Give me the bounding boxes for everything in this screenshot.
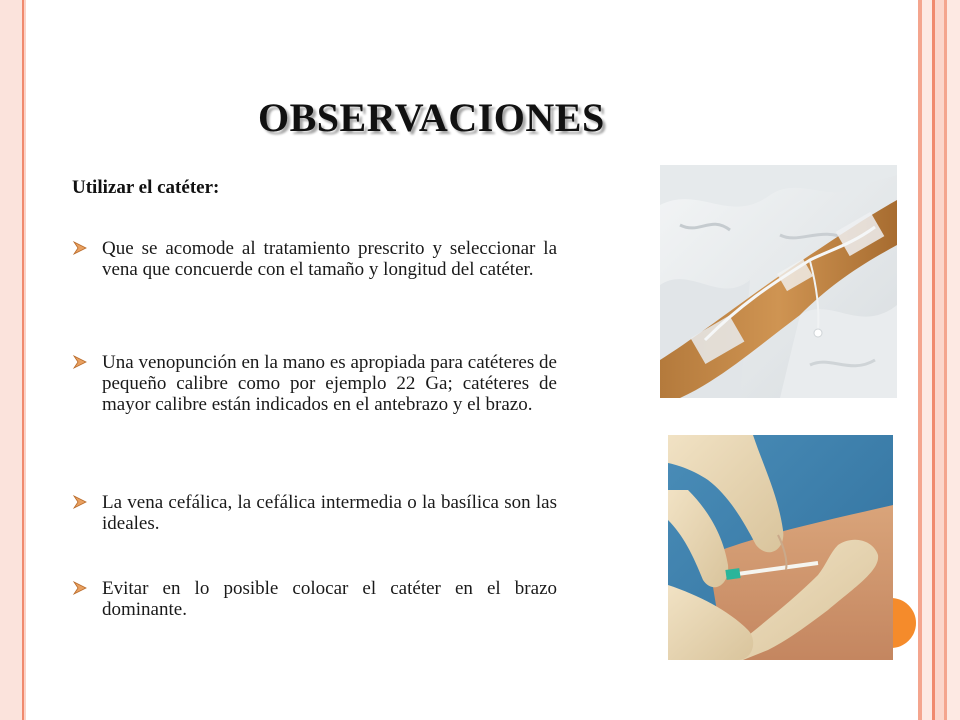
bullet-text: Evitar en lo posible colocar el catéter en el brazo dominante.	[102, 578, 557, 620]
bullet-text: Que se acomode al tratamiento prescrito y seleccionar la vena que concuerde con el tamaño y longitud del catéter.	[102, 238, 557, 280]
bullet-text: Una venopunción en la mano es apropiada para catéteres de pequeño calibre como por ejemplo 22 Ga; catéteres de mayor calibre están indicados en el antebrazo y el brazo.	[102, 352, 557, 415]
bullet-item	[72, 352, 557, 415]
arrow-bullet-icon	[72, 240, 88, 256]
right-border-decoration	[918, 0, 960, 720]
arrow-bullet-icon	[72, 494, 88, 510]
arrow-bullet-icon	[72, 354, 88, 370]
catheter-insertion-photo	[668, 435, 893, 660]
iv-arm-photo	[660, 165, 897, 398]
arrow-bullet-icon	[72, 580, 88, 596]
bullet-item	[72, 578, 557, 620]
slide-title: OBSERVACIONES	[258, 95, 605, 140]
subtitle: Utilizar el catéter:	[72, 177, 220, 198]
bullet-item	[72, 238, 557, 280]
bullet-text: La vena cefálica, la cefálica intermedia o la basílica son las ideales.	[102, 492, 557, 534]
bullet-item	[72, 492, 557, 534]
left-border-decoration	[0, 0, 26, 720]
